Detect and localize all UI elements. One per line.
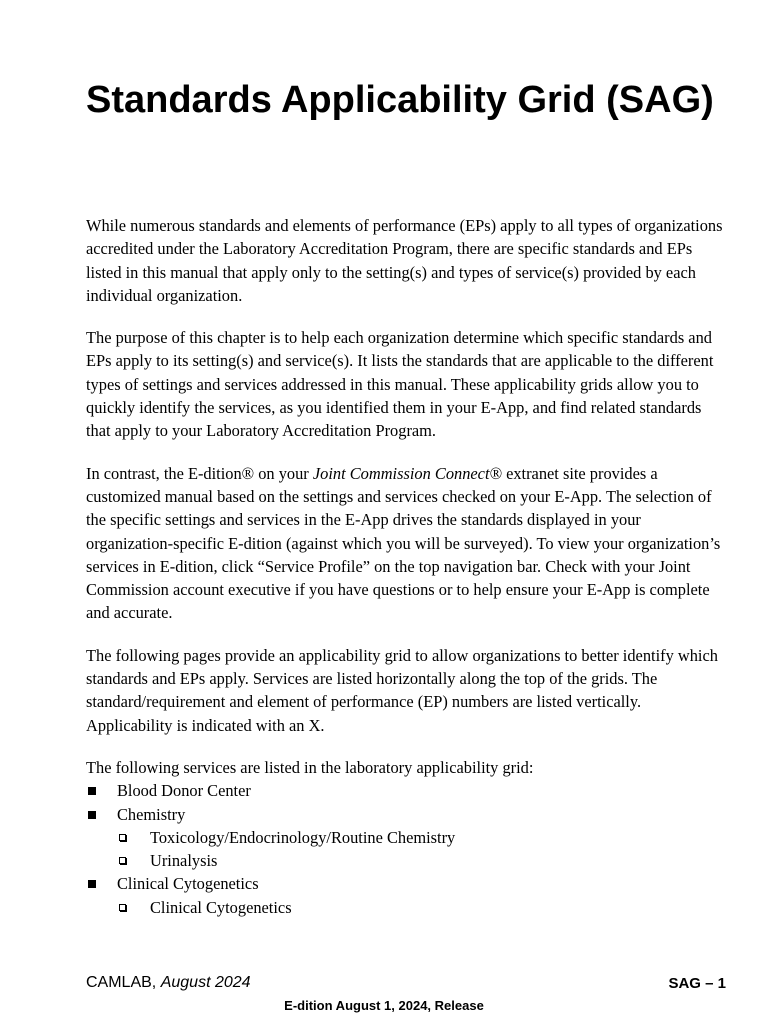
checkbox-bullet-icon	[119, 904, 126, 911]
list-item-label: Blood Donor Center	[117, 781, 251, 801]
checkbox-bullet-icon	[119, 834, 126, 841]
checkbox-bullet-icon	[119, 857, 126, 864]
paragraph-purpose: The purpose of this chapter is to help each organization determine which specific standards and EPs apply to its setting(s) and service(s). It lists the standards that are applicable to the different types of settings and services addressed in this manual. These applicability grids allow you to quickly identify the services, as you identified them in your E-App, and find related standards that apply to your Laboratory Accreditation Program.	[86, 328, 714, 441]
sublist-item	[117, 896, 726, 919]
paragraph-intro: While numerous standards and elements of performance (EPs) apply to all types of organizations accredited under the Laboratory Accreditation Program, there are specific standards and EPs listed in this manual that apply only to the setting(s) and types of service(s) provided by each individual organization.	[86, 216, 723, 305]
list-item-label: Chemistry	[117, 804, 186, 824]
sublist-item	[117, 849, 726, 872]
sublist-item-label: Toxicology/Endocrinology/Routine Chemistry	[150, 827, 456, 847]
footer-manual: CAMLAB,	[86, 974, 157, 991]
square-bullet-icon	[88, 811, 96, 819]
list-item-clinical-cytogenetics	[86, 872, 726, 919]
paragraph-grid-description: The following pages provide an applicability grid to allow organizations to better identify which standards and EPs apply. Services are listed horizontally along the top of the grids. The standard/requirement and element of performance (EP) numbers are listed vertically. Applicability is indicated with an X.	[86, 645, 718, 735]
sublist-item	[117, 826, 726, 849]
paragraph-edition	[86, 462, 726, 625]
list-item-chemistry	[86, 803, 726, 873]
footer-manual-date	[86, 974, 251, 992]
paragraph-edition-rest: extranet site provides a customized manual based on the settings and services checked on your E-App. The selection of the specific settings and services in the E-App drives the standards displayed in your organization-specific E-dition (against which you will be surveyed). To view your organization’s services in E-dition, click “Service Profile” on the top navigation bar. Check with your Joint Commission account executive if you have questions or to help ensure your E-App is complete and accurate.	[86, 463, 721, 623]
edition-release: E-dition August 1, 2024, Release	[284, 998, 484, 1013]
sublist-item-label: Urinalysis	[150, 851, 218, 871]
square-bullet-icon	[88, 880, 96, 888]
paragraph-edition-start: In contrast, the E-dition® on your	[86, 463, 313, 483]
sublist-item-label: Clinical Cytogenetics	[150, 897, 292, 917]
joint-commission-connect-name: Joint Commission Connect®	[312, 463, 502, 483]
page-title: Standards Applicability Grid (SAG)	[86, 79, 714, 121]
paragraph-services-intro: The following services are listed in the laboratory applicability grid:	[86, 757, 534, 777]
chemistry-sublist	[117, 826, 726, 873]
square-bullet-icon	[88, 787, 96, 795]
document-body	[86, 214, 726, 919]
list-item-label: Clinical Cytogenetics	[117, 874, 259, 894]
services-list	[86, 779, 726, 919]
list-item-blood-donor-center	[86, 779, 726, 802]
page-number: SAG – 1	[668, 975, 726, 992]
footer-date: August 2024	[160, 974, 251, 991]
cytogenetics-sublist	[117, 896, 726, 919]
